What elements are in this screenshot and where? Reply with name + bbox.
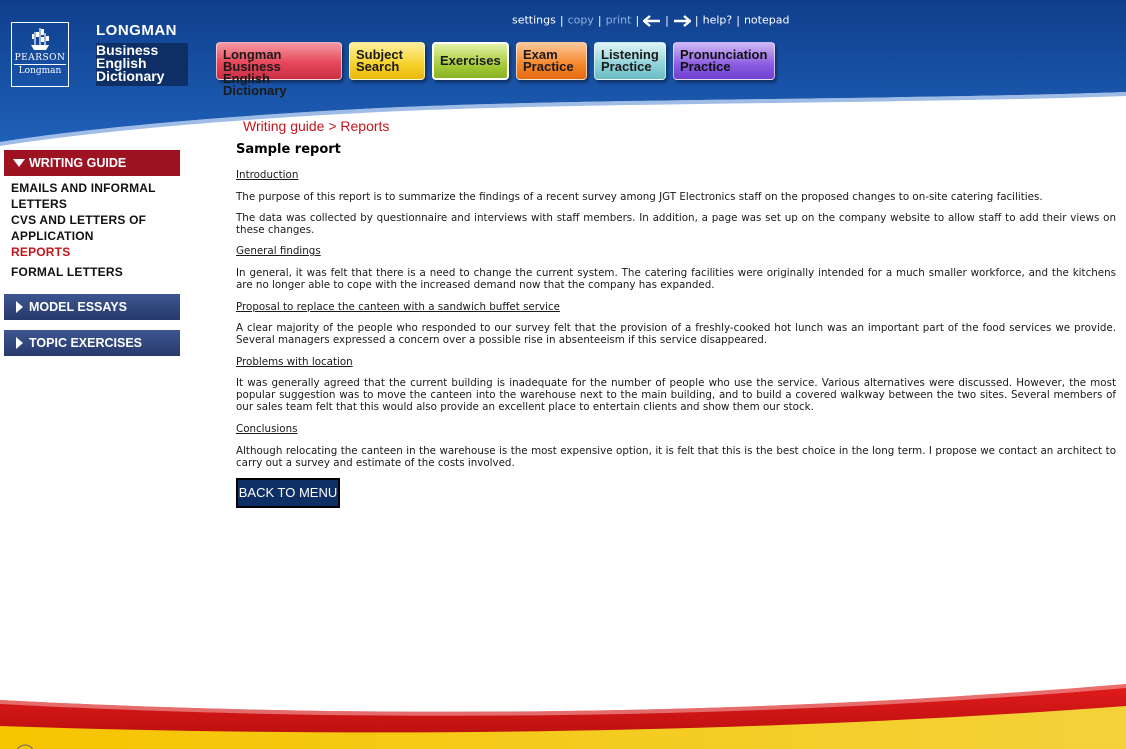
section-heading-conclusions: Conclusions (236, 423, 298, 435)
section-heading-general-findings: General findings (236, 245, 321, 257)
brand-line-business: Business (96, 42, 159, 58)
copy-link[interactable]: copy (567, 13, 594, 27)
writing-guide-header[interactable] (4, 150, 180, 176)
nav-label-line1: Listening (601, 47, 659, 62)
sidebar (4, 150, 180, 356)
nav-label-line2: Search (356, 59, 400, 74)
sidebar-item-reports[interactable] (4, 244, 180, 260)
forward-arrow-button[interactable] (673, 14, 691, 27)
help-link[interactable]: help? (702, 13, 733, 27)
paragraph: In general, it was felt that there is a need to change the current system. The catering facilities were originally intended for a much smaller workforce, and the kitchens are no longer able to cope with the increased demand now that the company has expanded. (236, 267, 1116, 291)
paragraph: The purpose of this report is to summarize the findings of a recent survey among JGT Electronics staff on the proposed changes to on-site catering facilities. (236, 191, 1043, 203)
paragraph: Although relocating the canteen in the warehouse is the most expensive option, it is felt that this is the best choice in the long term. I propose we contact an architect to carry out a survey and estimate of the costs involved. (236, 445, 1116, 469)
brand-line-dictionary: Dictionary (96, 68, 165, 84)
pearson-logo (11, 22, 69, 87)
nav-subject-search-button[interactable] (349, 42, 425, 80)
nav-label-line1: Pronunciation (680, 47, 768, 62)
nav-label-line2: English Dictionary (223, 71, 287, 98)
logo-pearson-text: PEARSON (14, 53, 66, 63)
section-heading-proposal: Proposal to replace the canteen with a sandwich buffet service (236, 301, 560, 313)
nav-label-line2: Practice (523, 59, 574, 74)
nav-label-line1: Exercises (440, 53, 501, 68)
nav-longman-dictionary-button[interactable] (216, 42, 342, 98)
paragraph: A clear majority of the people who responded to our survey felt that the provision of a freshly-cooked hot lunch was an important part of the food services we provide. Several managers expressed a concern over a possible rise in absenteeism if this service disappeared. (236, 322, 1116, 346)
nav-pronunciation-practice-button[interactable] (673, 42, 775, 80)
sidebar-item-label: APPLICATION (11, 229, 94, 243)
nav-label-line1: Exam (523, 47, 558, 62)
breadcrumb[interactable]: Writing guide > Reports (243, 118, 390, 134)
nav-label-line2: Practice (680, 59, 731, 74)
footer-swoosh (0, 680, 1126, 749)
header (0, 0, 1126, 160)
arrow-left-icon (643, 15, 661, 27)
brand-line-english: English (96, 55, 147, 71)
sidebar-item-formal-letters[interactable] (4, 264, 180, 280)
page-title: Sample report (236, 142, 341, 157)
sidebar-item-emails[interactable] (4, 180, 180, 212)
nav-label-line1: Subject (356, 47, 403, 62)
model-essays-header[interactable] (4, 294, 180, 320)
nav-label-line2: Practice (601, 59, 652, 74)
settings-link[interactable]: settings (512, 13, 556, 27)
print-link[interactable]: print (605, 13, 632, 27)
notepad-link[interactable]: notepad (743, 13, 790, 27)
sidebar-item-label: LETTERS (11, 197, 68, 211)
back-to-menu-button[interactable]: BACK TO MENU (236, 478, 340, 508)
ship-icon (29, 26, 51, 52)
top-links: settings | copy | print | | | help? | notepad (512, 13, 790, 27)
sidebar-item-label: CVS AND LETTERS OF (11, 213, 147, 227)
arrow-right-icon (673, 15, 691, 27)
paragraph: The data was collected by questionnaire and interviews with staff members. In addition, a page was set up on the company website to allow staff to add their views on these changes. (236, 212, 1116, 236)
nav-exercises-button[interactable] (432, 42, 509, 80)
brand-longman: LONGMAN (96, 22, 177, 39)
triangle-down-icon (13, 150, 25, 176)
triangle-right-icon (13, 294, 25, 320)
topic-exercises-label: TOPIC EXERCISES (29, 336, 142, 350)
paragraph: It was generally agreed that the current building is inadequate for the number of people who use the service. Various alternatives were discussed. However, the most popular suggestion was to move the canteen into the warehouse next to the main building, and to build a covered walkway between the two sites. Several members of our sales team felt that this would also provide an excellent place to entertain clients and show them our stock. (236, 377, 1116, 413)
logo-longman-text: Longman (18, 66, 62, 76)
nav-listening-practice-button[interactable] (594, 42, 666, 80)
sidebar-item-label: REPORTS (11, 245, 71, 259)
sidebar-item-label: FORMAL LETTERS (11, 265, 123, 279)
model-essays-label: MODEL ESSAYS (29, 300, 127, 314)
triangle-right-icon (13, 330, 25, 356)
nav-label-line1: Longman Business (223, 47, 282, 74)
section-heading-problems-location: Problems with location (236, 356, 353, 368)
sidebar-item-cvs[interactable] (4, 212, 180, 244)
sidebar-item-label: EMAILS AND INFORMAL (11, 181, 156, 195)
nav-exam-practice-button[interactable] (516, 42, 587, 80)
brand-title (96, 22, 188, 86)
section-heading-introduction: Introduction (236, 169, 299, 181)
writing-guide-label: WRITING GUIDE (29, 156, 127, 170)
back-arrow-button[interactable] (643, 14, 661, 27)
topic-exercises-header[interactable] (4, 330, 180, 356)
brand-box (96, 43, 188, 86)
